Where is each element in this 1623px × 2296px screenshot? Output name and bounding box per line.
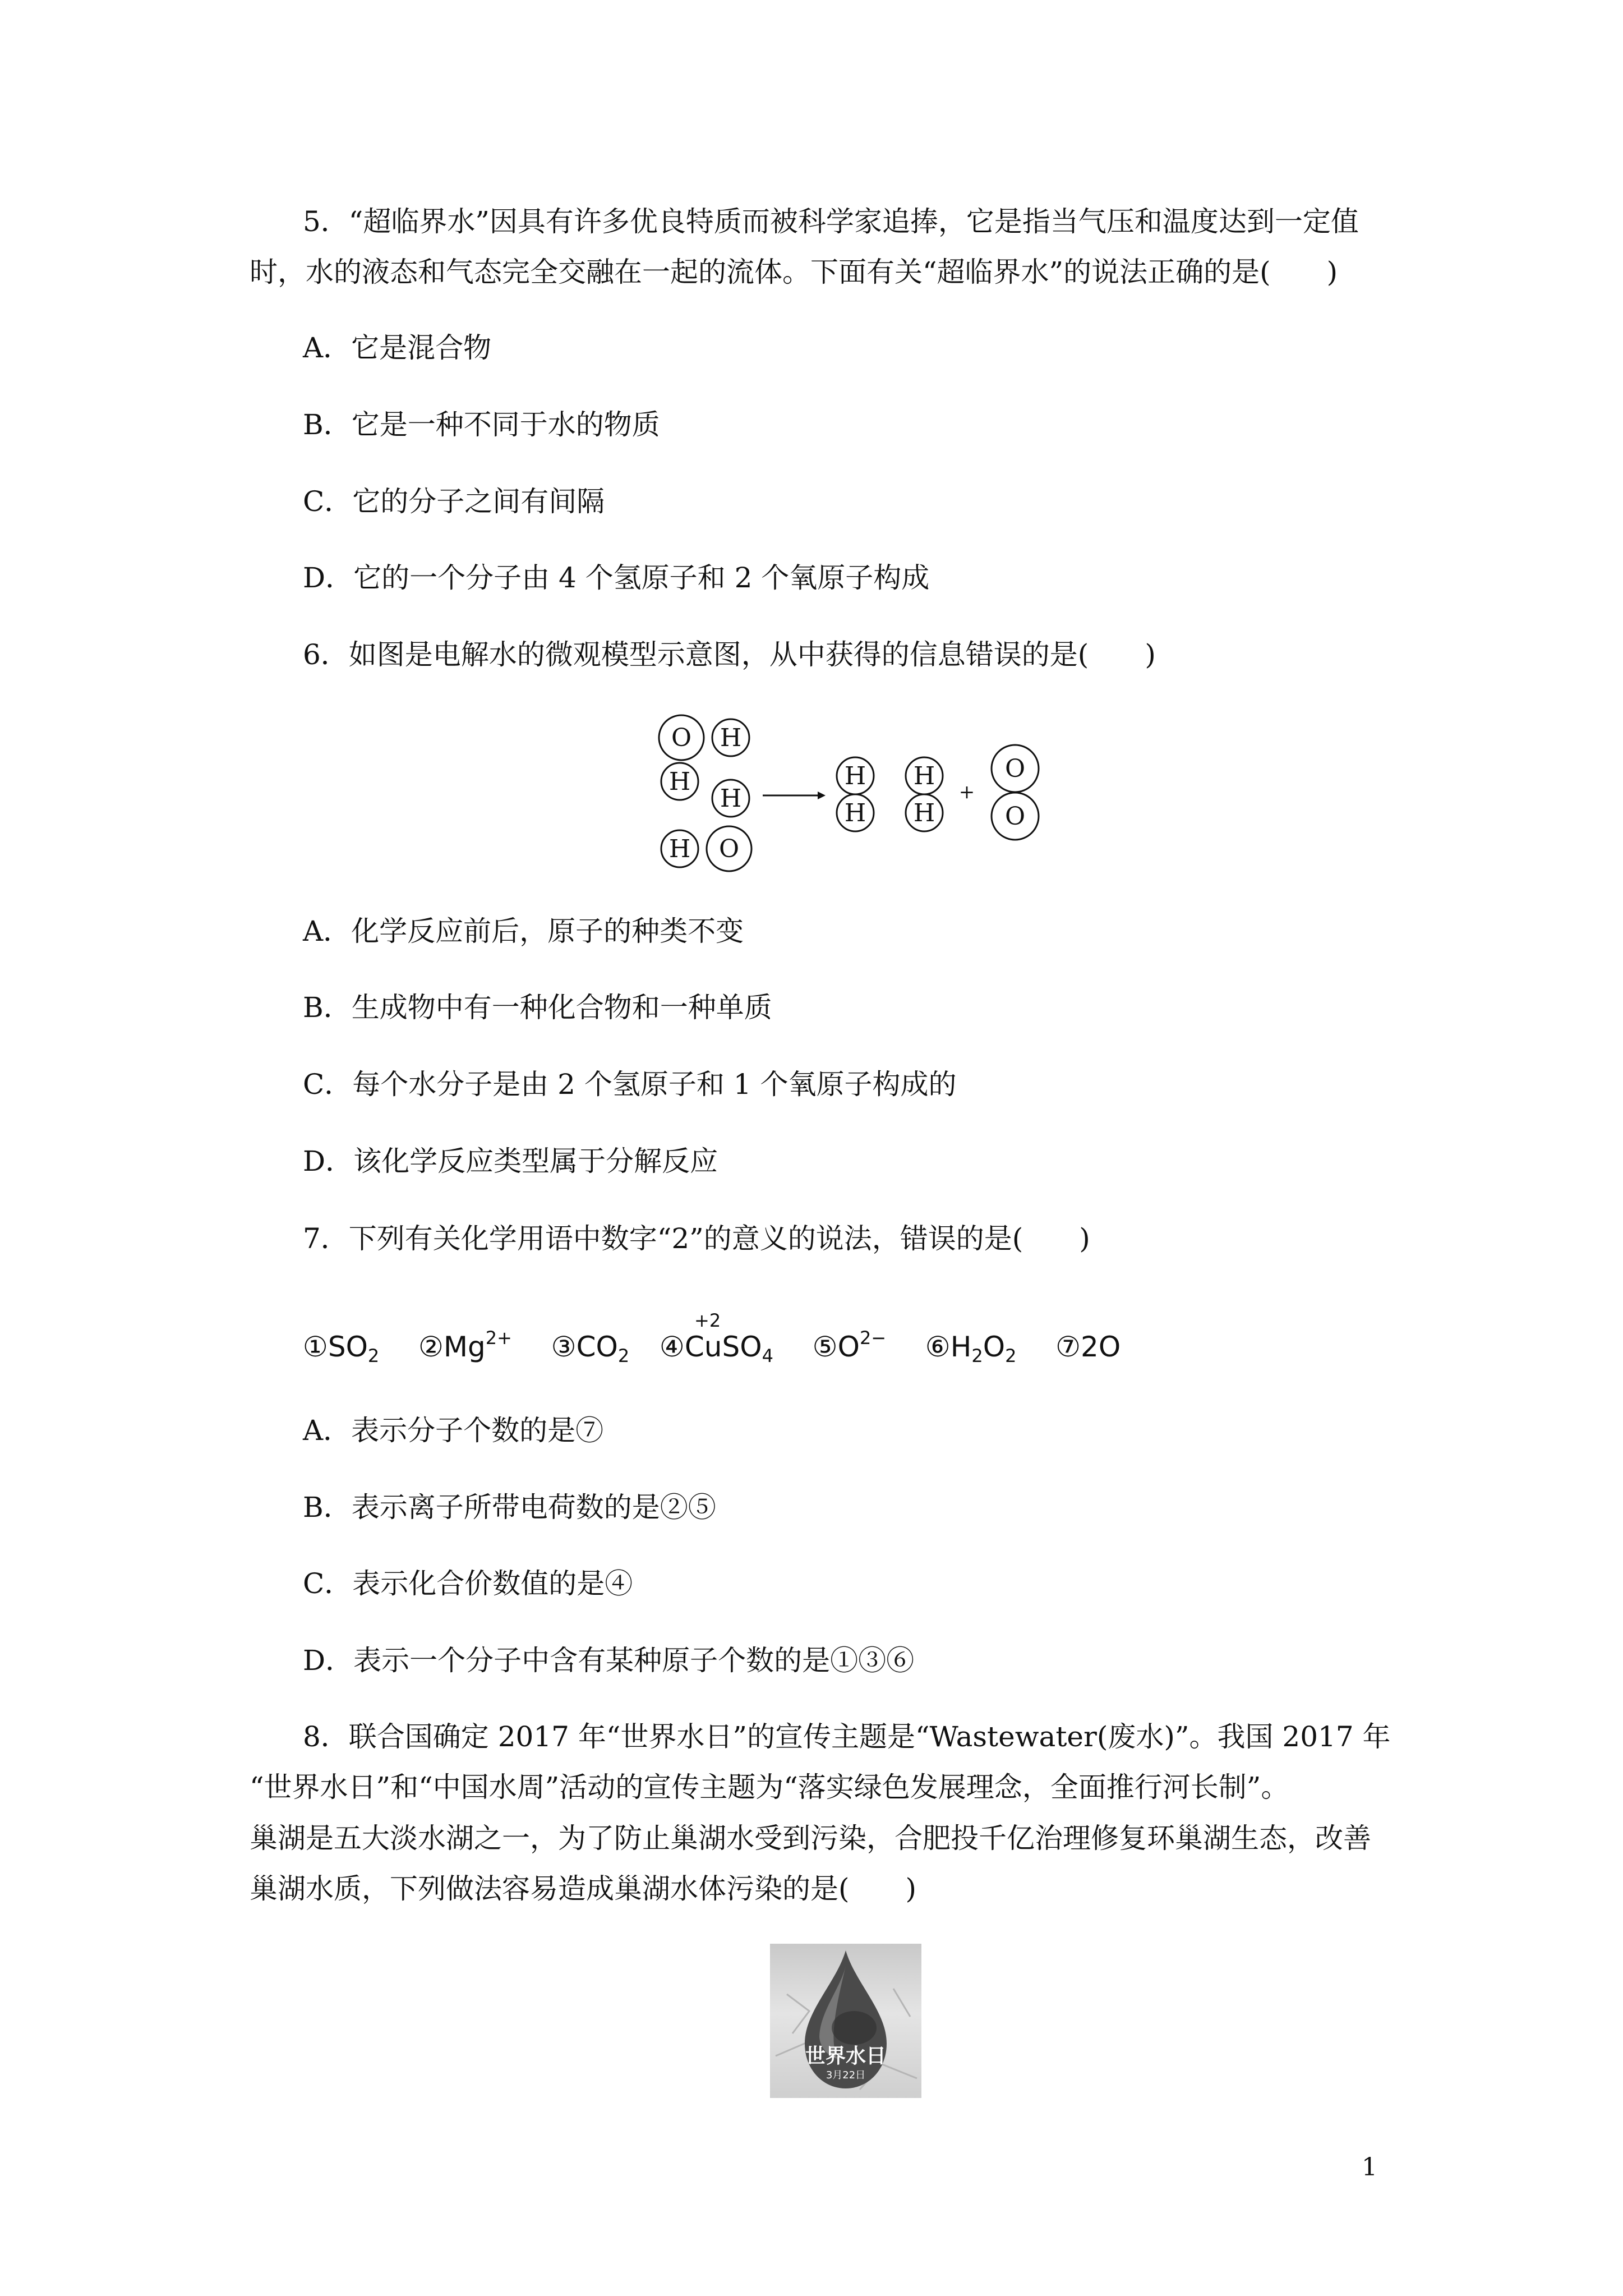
q5-option-c: C．它的分子之间有间隔 (303, 485, 605, 518)
oxygen-molecule (992, 745, 1039, 840)
reaction-arrow (763, 792, 826, 799)
formula-cuso4: +2 ④CuSO$_4$ (660, 1331, 773, 1363)
atom-label: O (1004, 754, 1026, 783)
formula-2o: ⑦2O (1055, 1331, 1121, 1363)
q6-option-a: A．化学反应前后，原子的种类不变 (303, 915, 744, 947)
hydrogen-molecule-2 (906, 757, 943, 831)
q7-option-c: C．表示化合价数值的是④ (303, 1567, 633, 1600)
q5-stem-line2: 时，水的液态和气态完全交融在一起的流体。下面有关“超临界水”的说法正确的是( ) (250, 256, 1338, 288)
q7-formula-list (303, 1310, 1121, 1373)
page-number: 1 (1362, 2153, 1377, 2182)
atom-label: H (913, 762, 935, 790)
atom-label: O (671, 724, 692, 752)
q6-option-d: D．该化学反应类型属于分解反应 (303, 1145, 718, 1177)
q8-stem-line4: 巢湖水质，下列做法容易造成巢湖水体污染的是( ) (250, 1872, 917, 1905)
atom-label: H (668, 835, 691, 863)
formula-co2: $③CO_2$ (551, 1331, 630, 1366)
formula-mg2plus: $②Mg^{2+}$ (418, 1327, 512, 1363)
atom-label: H (913, 799, 935, 827)
q5-option-a: A．它是混合物 (303, 332, 492, 364)
water-molecule-1 (659, 715, 749, 760)
world-water-day-poster (770, 1944, 921, 2098)
electrolysis-diagram (628, 704, 1066, 872)
formula-so2: $①SO_2$ (303, 1331, 380, 1366)
q6-option-b: B．生成物中有一种化合物和一种单质 (303, 991, 772, 1024)
q8-stem-line3: 巢湖是五大淡水湖之一，为了防止巢湖水受到污染，合肥投千亿治理修复环巢湖生态，改善 (250, 1822, 1371, 1855)
formula-h2o2: $⑥H_2O_2$ (925, 1331, 1017, 1366)
atom-label: H (720, 784, 742, 813)
water-molecule-3 (661, 826, 751, 871)
q8-stem-line1: 8．联合国确定 2017 年“世界水日”的宣传主题是“Wastewater(废水)”。我国 2017 年 (303, 1720, 1391, 1753)
water-molecule-2 (661, 763, 749, 817)
formula-o2minus: $⑤O^{2-}$ (812, 1327, 887, 1363)
atom-label: H (720, 724, 742, 752)
atom-label: H (844, 762, 866, 790)
atom-label: O (1004, 802, 1026, 831)
water-drop-icon (770, 1944, 921, 2098)
q5-option-d: D．它的一个分子由 4 个氢原子和 2 个氧原子构成 (303, 562, 930, 594)
poster-date: 3月22日 (826, 2069, 866, 2081)
plus-sign: + (958, 781, 975, 803)
q7-option-a: A．表示分子个数的是⑦ (303, 1414, 604, 1447)
valence-mark: +2 (694, 1310, 721, 1331)
q5-option-b: B．它是一种不同于水的物质 (303, 408, 660, 441)
atom-label: H (844, 799, 866, 827)
q5-stem-line1: 5．“超临界水”因具有许多优良特质而被科学家追捧，它是指当气压和温度达到一定值 (303, 205, 1359, 238)
poster-title: 世界水日 (805, 2045, 887, 2068)
q8-stem-line2: “世界水日”和“中国水周”活动的宣传主题为“落实绿色发展理念，全面推行河长制”。 (250, 1771, 1289, 1803)
atom-label: O (718, 835, 740, 863)
q7-stem: 7．下列有关化学用语中数字“2”的意义的说法，错误的是( ) (303, 1222, 1090, 1255)
q6-option-c: C．每个水分子是由 2 个氢原子和 1 个氧原子构成的 (303, 1068, 957, 1101)
q6-stem: 6．如图是电解水的微观模型示意图，从中获得的信息错误的是( ) (303, 638, 1156, 671)
atom-label: H (668, 767, 691, 796)
q7-option-d: D．表示一个分子中含有某种原子个数的是①③⑥ (303, 1644, 915, 1677)
hydrogen-molecule-1 (837, 757, 874, 831)
q7-option-b: B．表示离子所带电荷数的是②⑤ (303, 1491, 716, 1524)
